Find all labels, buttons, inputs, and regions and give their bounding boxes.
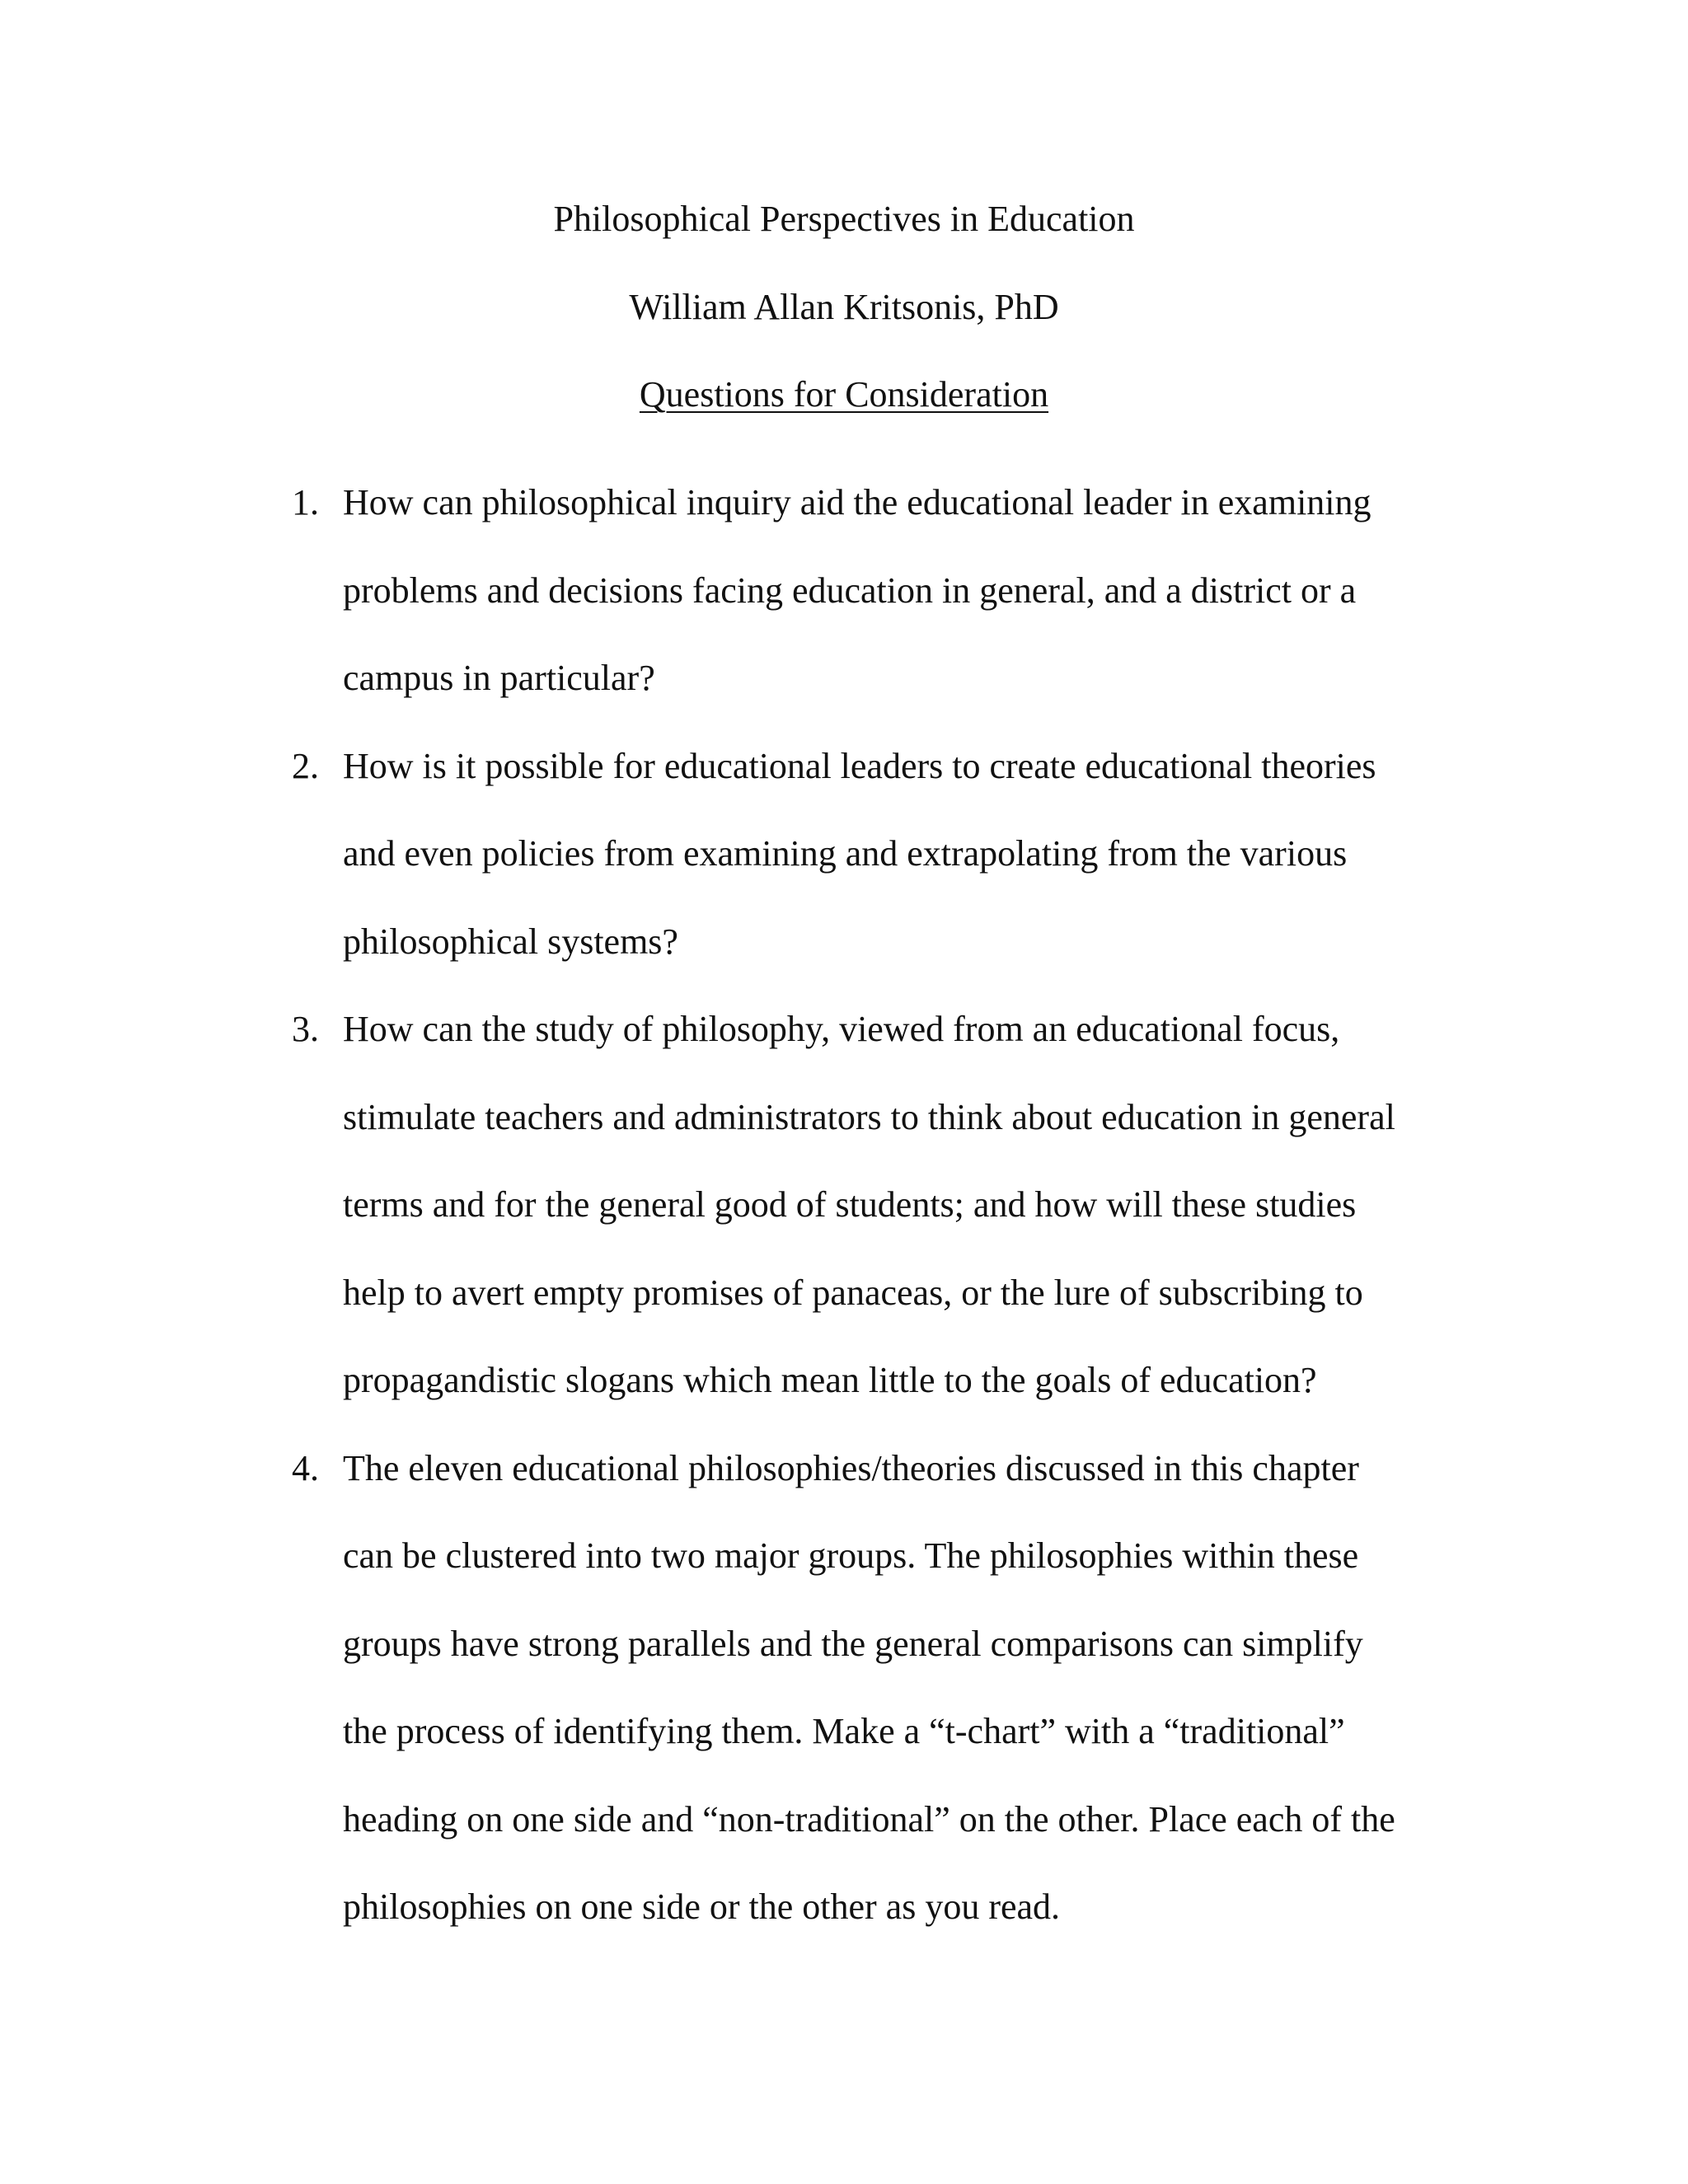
question-item-3 <box>292 986 1495 1425</box>
question-line: campus in particular? <box>343 658 655 698</box>
section-heading-text: Questions for Consideration <box>639 374 1049 415</box>
question-line: How can philosophical inquiry aid the educational leader in examining <box>343 482 1372 523</box>
question-line: propagandistic slogans which mean little to the goals of education? <box>343 1360 1317 1400</box>
question-item-1 <box>292 459 1495 723</box>
question-line: The eleven educational philosophies/theories discussed in this chapter <box>343 1447 1359 1488</box>
question-line: philosophical systems? <box>343 921 678 962</box>
question-line: problems and decisions facing education in general, and a district or a <box>343 569 1357 611</box>
question-number: 2. <box>292 745 319 786</box>
question-line: terms and for the general good of students; and how will these studies <box>343 1184 1357 1225</box>
question-list <box>292 459 1495 1952</box>
document-author: William Allan Kritsonis, PhD <box>629 287 1059 327</box>
question-line: the process of identifying them. Make a “t-chart” with a “traditional” <box>343 1711 1345 1751</box>
question-line: and even policies from examining and extrapolating from the various <box>343 833 1348 874</box>
question-number: 1. <box>292 482 319 523</box>
question-line: can be clustered into two major groups. The philosophies within these <box>343 1535 1359 1576</box>
question-number: 3. <box>292 1009 319 1049</box>
question-line: stimulate teachers and administrators to think about education in general <box>343 1096 1395 1137</box>
question-number: 4. <box>292 1447 319 1488</box>
document-title: Philosophical Perspectives in Education <box>553 199 1135 239</box>
question-line: How is it possible for educational leaders to create educational theories <box>343 745 1376 786</box>
question-item-4 <box>292 1425 1495 1952</box>
question-line: philosophies on one side or the other as you read. <box>343 1886 1061 1927</box>
question-line: groups have strong parallels and the general comparisons can simplify <box>343 1623 1363 1664</box>
question-item-2 <box>292 723 1495 987</box>
question-line: help to avert empty promises of panaceas, or the lure of subscribing to <box>343 1272 1363 1313</box>
question-line: How can the study of philosophy, viewed from an educational focus, <box>343 1009 1340 1049</box>
question-line: heading on one side and “non-traditional” on the other. Place each of the <box>343 1798 1395 1840</box>
section-heading <box>0 372 1688 418</box>
